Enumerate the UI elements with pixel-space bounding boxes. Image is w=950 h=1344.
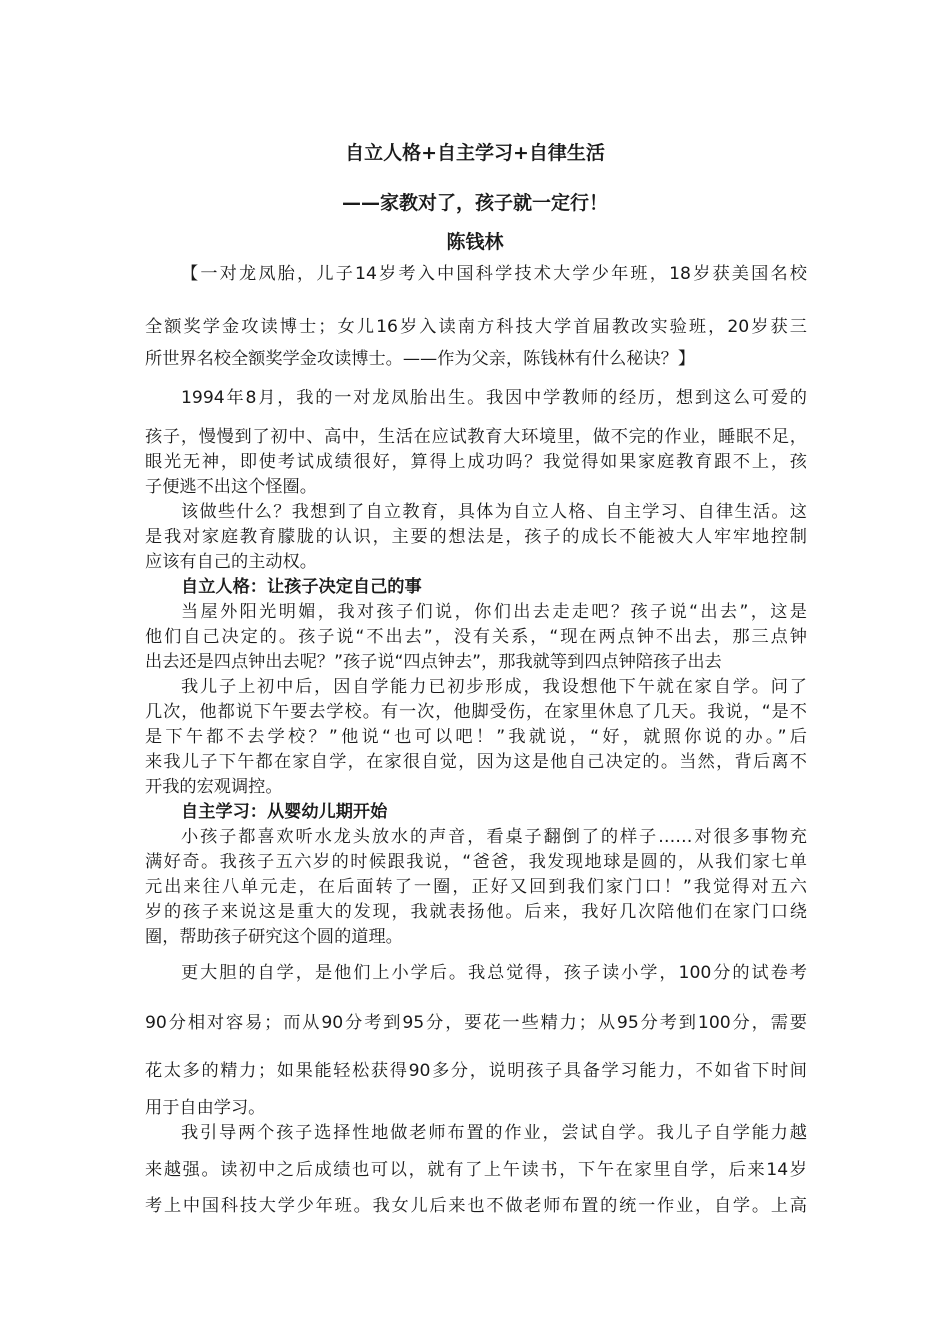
body-line: 眼光无神，即使考试成绩很好，算得上成功吗？我觉得如果家庭教育跟不上，孩 — [145, 452, 807, 472]
document-title: 自立人格+自主学习+自律生活 — [345, 142, 605, 164]
body-line: 1994年8月，我的一对龙凤胎出生。我因中学教师的经历，想到这么可爱的 — [181, 388, 807, 408]
body-line: 我引导两个孩子选择性地做老师布置的作业，尝试自学。我儿子自学能力越 — [181, 1123, 807, 1143]
body-line: 应该有自己的主动权。 — [145, 552, 317, 572]
body-line: 考上中国科技大学少年班。我女儿后来也不做老师布置的统一作业，自学。上高 — [145, 1196, 807, 1216]
body-line: 花太多的精力；如果能轻松获得90多分，说明孩子具备学习能力，不如省下时间 — [145, 1061, 807, 1081]
intro-line: 全额奖学金攻读博士；女儿16岁入读南方科技大学首届教改实验班，20岁获三 — [145, 317, 807, 337]
document-subtitle: ——家教对了，孩子就一定行！ — [341, 192, 608, 214]
section-heading: 自立人格：让孩子决定自己的事 — [181, 577, 422, 597]
intro-line: 所世界名校全额奖学金攻读博士。——作为父亲，陈钱林有什么秘诀？】 — [145, 349, 696, 369]
body-line: 子便逃不出这个怪圈。 — [145, 477, 317, 497]
intro-line: 【一对龙凤胎，儿子14岁考入中国科学技术大学少年班，18岁获美国名校 — [181, 264, 807, 284]
body-line: 是我对家庭教育朦胧的认识，主要的想法是，孩子的成长不能被大人牢牢地控制 — [145, 527, 807, 547]
section-heading: 自主学习：从婴幼儿期开始 — [181, 802, 388, 822]
body-line: 90分相对容易；而从90分考到95分，要花一些精力；从95分考到100分，需要 — [145, 1013, 807, 1033]
body-line: 元出来往八单元走，在后面转了一圈，正好又回到我们家门口！”我觉得对五六 — [145, 877, 807, 897]
body-line: 小孩子都喜欢听水龙头放水的声音，看桌子翻倒了的样子……对很多事物充 — [181, 827, 807, 847]
document-author: 陈钱林 — [446, 231, 504, 253]
body-line: 圈，帮助孩子研究这个圆的道理。 — [145, 927, 403, 947]
body-line: 几次，他都说下午要去学校。有一次，他脚受伤，在家里休息了几天。我说，“是不 — [145, 702, 807, 722]
body-line: 我儿子上初中后，因自学能力已初步形成，我设想他下午就在家自学。问了 — [181, 677, 807, 697]
body-line: 孩子，慢慢到了初中、高中，生活在应试教育大环境里，做不完的作业，睡眠不足， — [145, 427, 807, 447]
body-line: 该做些什么？我想到了自立教育，具体为自立人格、自主学习、自律生活。这 — [181, 502, 807, 522]
body-line: 更大胆的自学，是他们上小学后。我总觉得，孩子读小学，100分的试卷考 — [181, 963, 807, 983]
body-line: 出去还是四点钟出去呢？”孩子说“四点钟去”，那我就等到四点钟陪孩子出去 — [145, 652, 722, 672]
body-line: 用于自由学习。 — [145, 1098, 266, 1118]
body-line: 来我儿子下午都在家自学，在家很自觉，因为这是他自己决定的。当然，背后离不 — [145, 752, 807, 772]
body-line: 满好奇。我孩子五六岁的时候跟我说，“爸爸，我发现地球是圆的，从我们家七单 — [145, 852, 807, 872]
body-line: 岁的孩子来说这是重大的发现，我就表扬他。后来，我好几次陪他们在家门口绕 — [145, 902, 807, 922]
body-line: 当屋外阳光明媚，我对孩子们说，你们出去走走吧？孩子说“出去”，这是 — [181, 602, 807, 622]
body-line: 开我的宏观调控。 — [145, 777, 283, 797]
body-line: 他们自己决定的。孩子说“不出去”，没有关系，“现在两点钟不出去，那三点钟 — [145, 627, 807, 647]
body-line: 是下午都不去学校？”他说“也可以吧！”我就说，“好，就照你说的办。”后 — [145, 727, 807, 747]
body-line: 来越强。读初中之后成绩也可以，就有了上午读书，下午在家里自学，后来14岁 — [145, 1160, 807, 1180]
